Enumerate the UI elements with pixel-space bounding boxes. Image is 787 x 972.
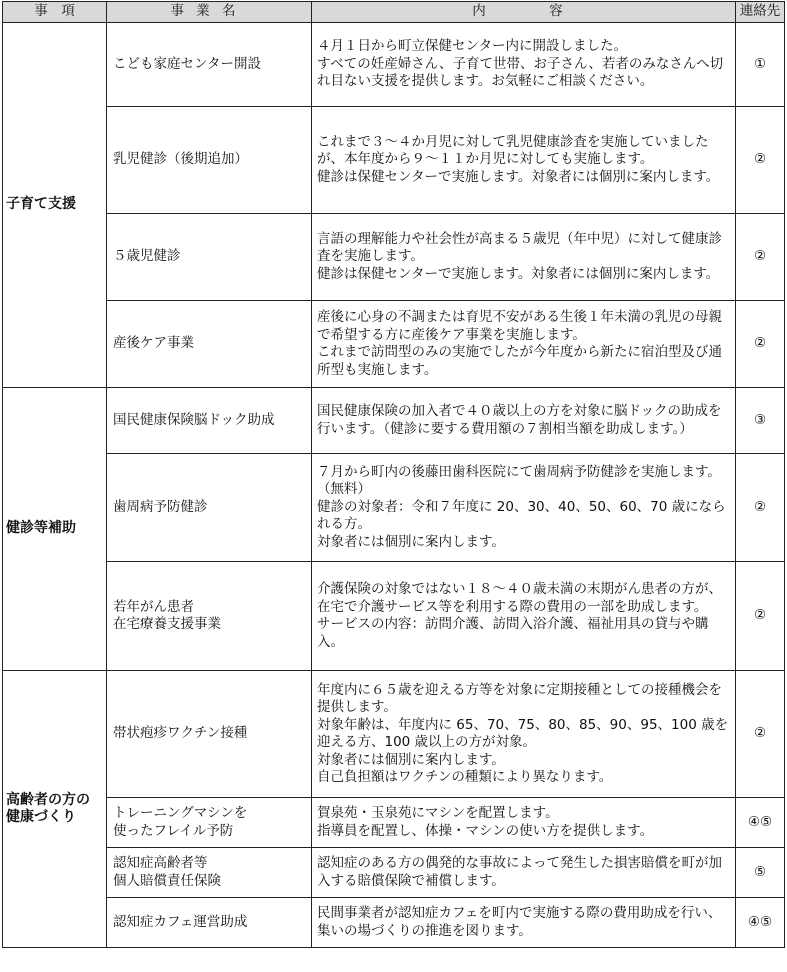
program-name: 国民健康保険脳ドック助成 [107,388,312,454]
program-content: 認知症のある方の偶発的な事故によって発生した損害賠償を町が加入する賠償保険で補償します。 [312,848,736,898]
program-name: ５歳児健診 [107,214,312,301]
program-name: 乳児健診（後期追加） [107,107,312,214]
table-row [3,23,785,107]
contact-number: ④⑤ [736,898,785,948]
program-name: 帯状疱疹ワクチン接種 [107,671,312,798]
contact-number: ② [736,454,785,562]
table-row [3,301,785,388]
category-checkup-subsidy: 健診等補助 [3,388,107,671]
contact-number: ② [736,671,785,798]
contact-number: ⑤ [736,848,785,898]
program-name: 歯周病予防健診 [107,454,312,562]
contact-number: ③ [736,388,785,454]
header-contact: 連絡先 [736,2,785,23]
program-name: 認知症カフェ運営助成 [107,898,312,948]
table-row [3,798,785,848]
program-content: 賀泉苑・玉泉苑にマシンを配置します。 指導員を配置し、体操・マシンの使い方を提供します。 [312,798,736,848]
program-table [2,1,785,948]
contact-number: ② [736,107,785,214]
table-header-row [3,2,785,23]
table-row [3,898,785,948]
program-content: 年度内に６５歳を迎える方等を対象に定期接種としての接種機会を提供します。 対象年齢は、年度内に 65、70、75、80、85、90、95、100 歳を迎える方、100 歳以上の方が対象。 対象者には個別に案内します。 自己負担額はワクチンの種類により異なります。 [312,671,736,798]
table-row [3,454,785,562]
contact-number: ② [736,562,785,671]
program-content: 産後に心身の不調または育児不安がある生後１年未満の乳児の母親で希望する方に産後ケア事業を実施します。 これまで訪問型のみの実施でしたが今年度から新たに宿泊型及び通所型も実施します。 [312,301,736,388]
contact-number: ② [736,214,785,301]
program-name: 産後ケア事業 [107,301,312,388]
program-content: これまで３～４か月児に対して乳児健康診査を実施していましたが、本年度から９～１１か月児に対しても実施します。 健診は保健センターで実施します。対象者には個別に案内します。 [312,107,736,214]
table-row [3,214,785,301]
program-content: 介護保険の対象ではない１８～４０歳未満の末期がん患者の方が、在宅で介護サービス等を利用する際の費用の一部を助成します。 サービスの内容：訪問介護、訪問入浴介護、福祉用具の貸与や購入。 [312,562,736,671]
category-childcare: 子育て支援 [3,23,107,388]
program-content: 民間事業者が認知症カフェを町内で実施する際の費用助成を行い、集いの場づくりの推進を図ります。 [312,898,736,948]
table-row [3,388,785,454]
header-category: 事 項 [3,2,107,23]
category-elderly-health: 高齢者の方の健康づくり [3,671,107,948]
program-content: 言語の理解能力や社会性が高まる５歳児（年中児）に対して健康診査を実施します。 健診は保健センターで実施します。対象者には個別に案内します。 [312,214,736,301]
table-row [3,562,785,671]
program-content: ４月１日から町立保健センター内に開設しました。 すべての妊産婦さん、子育て世帯、お子さん、若者のみなさんへ切れ目ない支援を提供します。お気軽にご相談ください。 [312,23,736,107]
program-name: こども家庭センター開設 [107,23,312,107]
table-row [3,107,785,214]
program-name: 若年がん患者 在宅療養支援事業 [107,562,312,671]
table-row [3,671,785,798]
program-content: ７月から町内の後藤田歯科医院にて歯周病予防健診を実施します。（無料） 健診の対象者：令和７年度に 20、30、40、50、60、70 歳になられる方。 対象者には個別に案内します。 [312,454,736,562]
program-name: トレーニングマシンを 使ったフレイル予防 [107,798,312,848]
table-row [3,848,785,898]
contact-number: ① [736,23,785,107]
program-name: 認知症高齢者等 個人賠償責任保険 [107,848,312,898]
header-content: 内 容 [312,2,736,23]
contact-number: ④⑤ [736,798,785,848]
contact-number: ② [736,301,785,388]
program-content: 国民健康保険の加入者で４０歳以上の方を対象に脳ドックの助成を行います。（健診に要する費用額の７割相当額を助成します。） [312,388,736,454]
header-program: 事業名 [107,2,312,23]
